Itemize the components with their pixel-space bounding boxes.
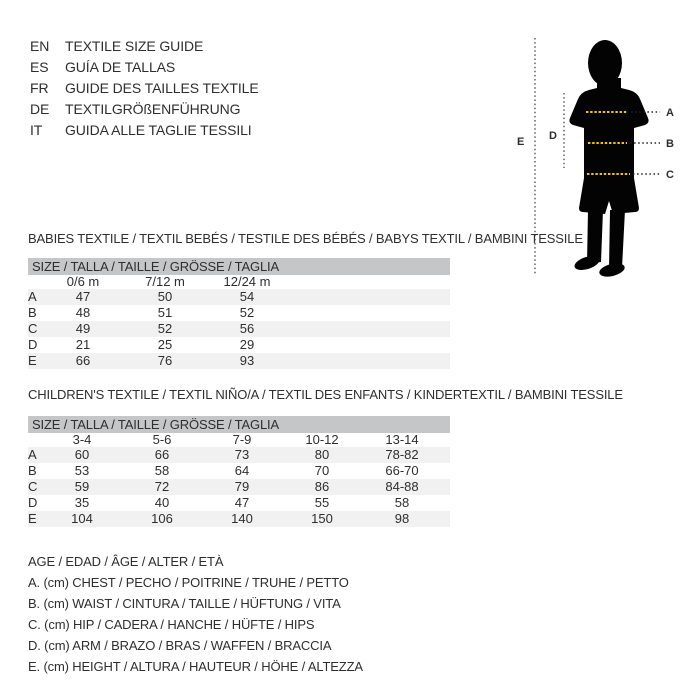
table-row bbox=[28, 463, 450, 479]
cell-value: 98 bbox=[394, 511, 410, 526]
babies-column-headers bbox=[28, 275, 450, 289]
row-label: B bbox=[28, 305, 37, 320]
cell-value: 49 bbox=[75, 321, 91, 336]
cell-value: 84-88 bbox=[385, 479, 419, 494]
language-title-list bbox=[30, 36, 259, 141]
cell-value: 79 bbox=[234, 479, 250, 494]
lang-row-es bbox=[30, 57, 259, 78]
table-row bbox=[28, 321, 450, 337]
cell-value: 78-82 bbox=[385, 447, 419, 462]
cell-value: 51 bbox=[157, 305, 173, 320]
cell-value: 73 bbox=[234, 447, 250, 462]
size-header-bar: SIZE / TALLA / TAILLE / GRÖSSE / TAGLIA bbox=[28, 258, 450, 275]
guide-title: GUIDA ALLE TAGLIE TESSILI bbox=[65, 122, 252, 138]
cell-value: 25 bbox=[157, 337, 173, 352]
cell-value: 47 bbox=[75, 289, 91, 304]
table-row bbox=[28, 511, 450, 527]
cell-value: 93 bbox=[239, 353, 255, 368]
row-label: E bbox=[28, 353, 37, 368]
column-header: 5-6 bbox=[152, 432, 172, 447]
cell-value: 52 bbox=[157, 321, 173, 336]
cell-value: 140 bbox=[231, 511, 253, 526]
lang-row-en bbox=[30, 36, 259, 57]
children-size-table bbox=[28, 416, 450, 527]
cell-value: 59 bbox=[74, 479, 90, 494]
lang-code: EN bbox=[30, 38, 50, 54]
guide-title: TEXTILE SIZE GUIDE bbox=[65, 38, 204, 54]
cell-value: 53 bbox=[74, 463, 90, 478]
table-row bbox=[28, 479, 450, 495]
legend-line-arm: D. (cm) ARM / BRAZO / BRAS / WAFFEN / BRACCIA bbox=[28, 638, 332, 653]
legend-line-age: AGE / EDAD / ÂGE / ALTER / ETÀ bbox=[28, 554, 224, 569]
column-header: 3-4 bbox=[72, 432, 92, 447]
row-label: C bbox=[28, 321, 38, 336]
lang-code: DE bbox=[30, 101, 50, 117]
row-label: A bbox=[28, 289, 37, 304]
cell-value: 58 bbox=[394, 495, 410, 510]
cell-value: 35 bbox=[74, 495, 90, 510]
row-label: D bbox=[28, 337, 38, 352]
lang-row-it bbox=[30, 120, 259, 141]
lang-code: FR bbox=[30, 80, 49, 96]
cell-value: 58 bbox=[154, 463, 170, 478]
cell-value: 104 bbox=[71, 511, 93, 526]
table-row bbox=[28, 289, 450, 305]
column-header: 12/24 m bbox=[223, 274, 271, 289]
children-section-title: CHILDREN'S TEXTILE / TEXTIL NIÑO/A / TEXTIL DES ENFANTS / KINDERTEXTIL / BAMBINI TESSILE bbox=[28, 387, 623, 402]
row-label: D bbox=[28, 495, 38, 510]
lang-code: IT bbox=[30, 122, 43, 138]
label-b: B bbox=[666, 138, 674, 150]
column-header: 7-9 bbox=[232, 432, 252, 447]
column-header: 7/12 m bbox=[145, 274, 185, 289]
guide-title: TEXTILGRÖßENFÜHRUNG bbox=[65, 101, 241, 117]
table-row bbox=[28, 353, 450, 369]
cell-value: 52 bbox=[239, 305, 255, 320]
cell-value: 76 bbox=[157, 353, 173, 368]
cell-value: 48 bbox=[75, 305, 91, 320]
lang-row-fr bbox=[30, 78, 259, 99]
cell-value: 64 bbox=[234, 463, 250, 478]
cell-value: 40 bbox=[154, 495, 170, 510]
cell-value: 66-70 bbox=[385, 463, 419, 478]
table-row bbox=[28, 495, 450, 511]
cell-value: 29 bbox=[239, 337, 255, 352]
cell-value: 72 bbox=[154, 479, 170, 494]
cell-value: 66 bbox=[154, 447, 170, 462]
cell-value: 54 bbox=[239, 289, 255, 304]
legend-line-height: E. (cm) HEIGHT / ALTURA / HAUTEUR / HÖHE / ALTEZZA bbox=[28, 659, 363, 674]
size-header-bar: SIZE / TALLA / TAILLE / GRÖSSE / TAGLIA bbox=[28, 416, 450, 433]
cell-value: 86 bbox=[314, 479, 330, 494]
legend-line-hip: C. (cm) HIP / CADERA / HANCHE / HÜFTE / HIPS bbox=[28, 617, 315, 632]
cell-value: 150 bbox=[311, 511, 333, 526]
children-column-headers bbox=[28, 433, 450, 447]
cell-value: 50 bbox=[157, 289, 173, 304]
cell-value: 60 bbox=[74, 447, 90, 462]
cell-value: 66 bbox=[75, 353, 91, 368]
guide-title: GUIDE DES TAILLES TEXTILE bbox=[65, 80, 259, 96]
table-row bbox=[28, 337, 450, 353]
lang-code: ES bbox=[30, 59, 49, 75]
cell-value: 56 bbox=[239, 321, 255, 336]
table-row bbox=[28, 447, 450, 463]
label-a: A bbox=[666, 107, 674, 119]
row-label: C bbox=[28, 479, 38, 494]
measurement-legend bbox=[28, 551, 363, 677]
label-c: C bbox=[666, 169, 674, 181]
guide-title: GUÍA DE TALLAS bbox=[65, 59, 176, 75]
cell-value: 106 bbox=[151, 511, 173, 526]
row-label: B bbox=[28, 463, 37, 478]
row-label: E bbox=[28, 511, 37, 526]
column-header: 10-12 bbox=[305, 432, 339, 447]
legend-line-chest: A. (cm) CHEST / PECHO / POITRINE / TRUHE / PETTO bbox=[28, 575, 349, 590]
lang-row-de bbox=[30, 99, 259, 120]
babies-section-title: BABIES TEXTILE / TEXTIL BEBÉS / TESTILE DES BÉBÉS / BABYS TEXTIL / BAMBINI TESSILE bbox=[28, 231, 583, 246]
cell-value: 47 bbox=[234, 495, 250, 510]
legend-line-waist: B. (cm) WAIST / CINTURA / TAILLE / HÜFTUNG / VITA bbox=[28, 596, 341, 611]
row-label: A bbox=[28, 447, 37, 462]
cell-value: 70 bbox=[314, 463, 330, 478]
column-header: 13-14 bbox=[385, 432, 419, 447]
cell-value: 55 bbox=[314, 495, 330, 510]
label-d: D bbox=[549, 130, 557, 142]
label-e: E bbox=[517, 136, 525, 148]
babies-size-table bbox=[28, 258, 450, 369]
table-row bbox=[28, 305, 450, 321]
column-header: 0/6 m bbox=[66, 274, 100, 289]
cell-value: 80 bbox=[314, 447, 330, 462]
cell-value: 21 bbox=[75, 337, 91, 352]
